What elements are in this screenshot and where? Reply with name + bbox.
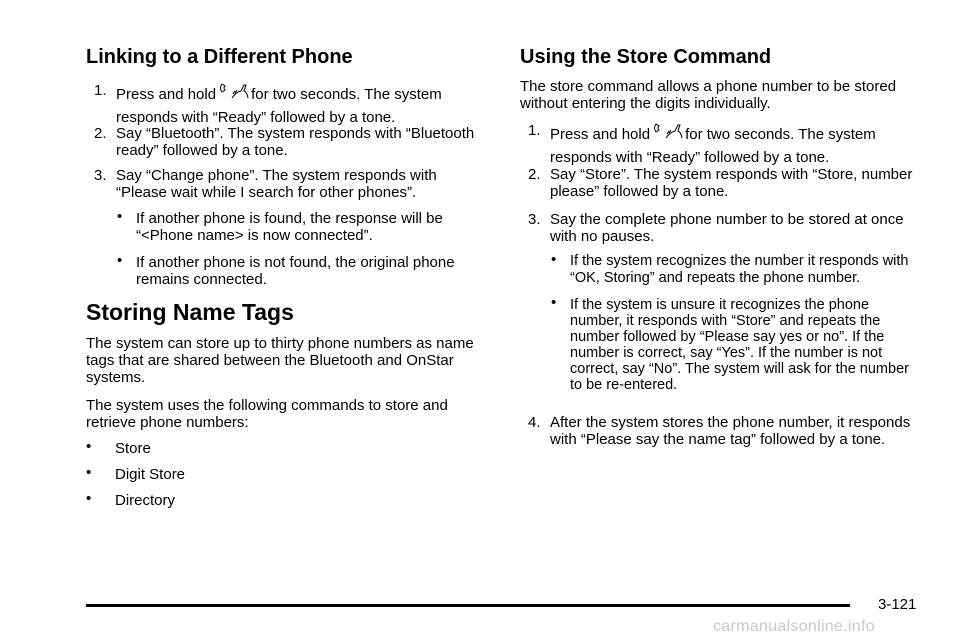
bullet-item: [520, 253, 920, 287]
paragraph: The system uses the following commands to store and retrieve phone numbers:: [86, 397, 448, 431]
command-text: Directory: [115, 492, 176, 509]
step-number: 1.: [94, 82, 107, 99]
page-number: 3-121: [878, 596, 917, 613]
bullet-icon: •: [86, 464, 92, 481]
step-text-post: for two seconds. The system: [251, 86, 442, 103]
phone-voice-icon: [652, 122, 684, 140]
command-text: Digit Store: [115, 466, 186, 483]
watermark: carmanualsonline.info: [713, 618, 875, 635]
step-number: 4.: [528, 414, 541, 431]
step-number: 3.: [94, 167, 107, 184]
step-text: Say “Change phone”. The system responds with “Please wait while I search for other phones”.: [116, 167, 437, 201]
step-text: Say “Bluetooth”. The system responds with “Bluetooth ready” followed by a tone.: [116, 125, 475, 159]
bullet-icon: •: [86, 438, 92, 455]
step-text: Say “Store”. The system responds with “Store, number please” followed by a tone.: [550, 166, 913, 200]
step-1: [520, 122, 920, 166]
step-3: [520, 211, 920, 245]
paragraph: The store command allows a phone number to be stored without entering the digits individually.: [520, 78, 897, 112]
bullet-icon: •: [117, 252, 123, 269]
bullet-item: [520, 294, 920, 393]
bullet-item: [86, 254, 486, 288]
heading-store-command: Using the Store Command: [520, 46, 772, 68]
step-number: 3.: [528, 211, 541, 228]
phone-voice-icon: [218, 82, 250, 100]
step-text-post: for two seconds. The system: [685, 126, 876, 143]
command-item: [86, 492, 386, 509]
step-3: [86, 167, 486, 201]
command-item: [86, 466, 386, 483]
step-4: [520, 414, 920, 448]
footer-rule: [86, 604, 850, 607]
step-number: 2.: [528, 166, 541, 183]
heading-storing-name-tags: Storing Name Tags: [86, 299, 294, 325]
step-text-line2: responds with “Ready” followed by a tone.: [116, 109, 396, 126]
step-text: Say the complete phone number to be stored at once with no pauses.: [550, 211, 904, 245]
bullet-text: If another phone is not found, the original phone remains connected.: [136, 254, 455, 288]
step-text-pre: Press and hold: [550, 126, 651, 143]
bullet-icon: •: [551, 294, 557, 311]
bullet-icon: •: [86, 490, 92, 507]
bullet-icon: •: [551, 251, 557, 268]
bullet-text: If another phone is found, the response will be “<Phone name> is now connected”.: [136, 210, 443, 244]
bullet-text: If the system is unsure it recognizes the phone number, it responds with “Store” and repeats the number followed by “Please say yes or no”. If the number is correct, say “Yes”. If the number is not correct, say “No”. The system will ask for the number to be re-entered.: [570, 297, 909, 393]
step-number: 1.: [528, 122, 541, 139]
paragraph: The system can store up to thirty phone numbers as name tags that are shared between the Bluetooth and OnStar systems.: [86, 335, 474, 386]
step-1: [86, 82, 486, 126]
step-number: 2.: [94, 125, 107, 142]
command-text: Store: [115, 440, 151, 457]
step-2: [86, 125, 486, 159]
bullet-item: [86, 210, 486, 244]
step-2: [520, 166, 920, 200]
step-text-line2: responds with “Ready” followed by a tone.: [550, 149, 830, 166]
bullet-text: If the system recognizes the number it responds with “OK, Storing” and repeats the phone number.: [570, 253, 909, 286]
command-item: [86, 440, 386, 457]
step-text: After the system stores the phone number, it responds with “Please say the name tag” followed by a tone.: [550, 414, 911, 448]
heading-linking-phone: Linking to a Different Phone: [86, 46, 353, 68]
step-text-pre: Press and hold: [116, 86, 217, 103]
bullet-icon: •: [117, 208, 123, 225]
